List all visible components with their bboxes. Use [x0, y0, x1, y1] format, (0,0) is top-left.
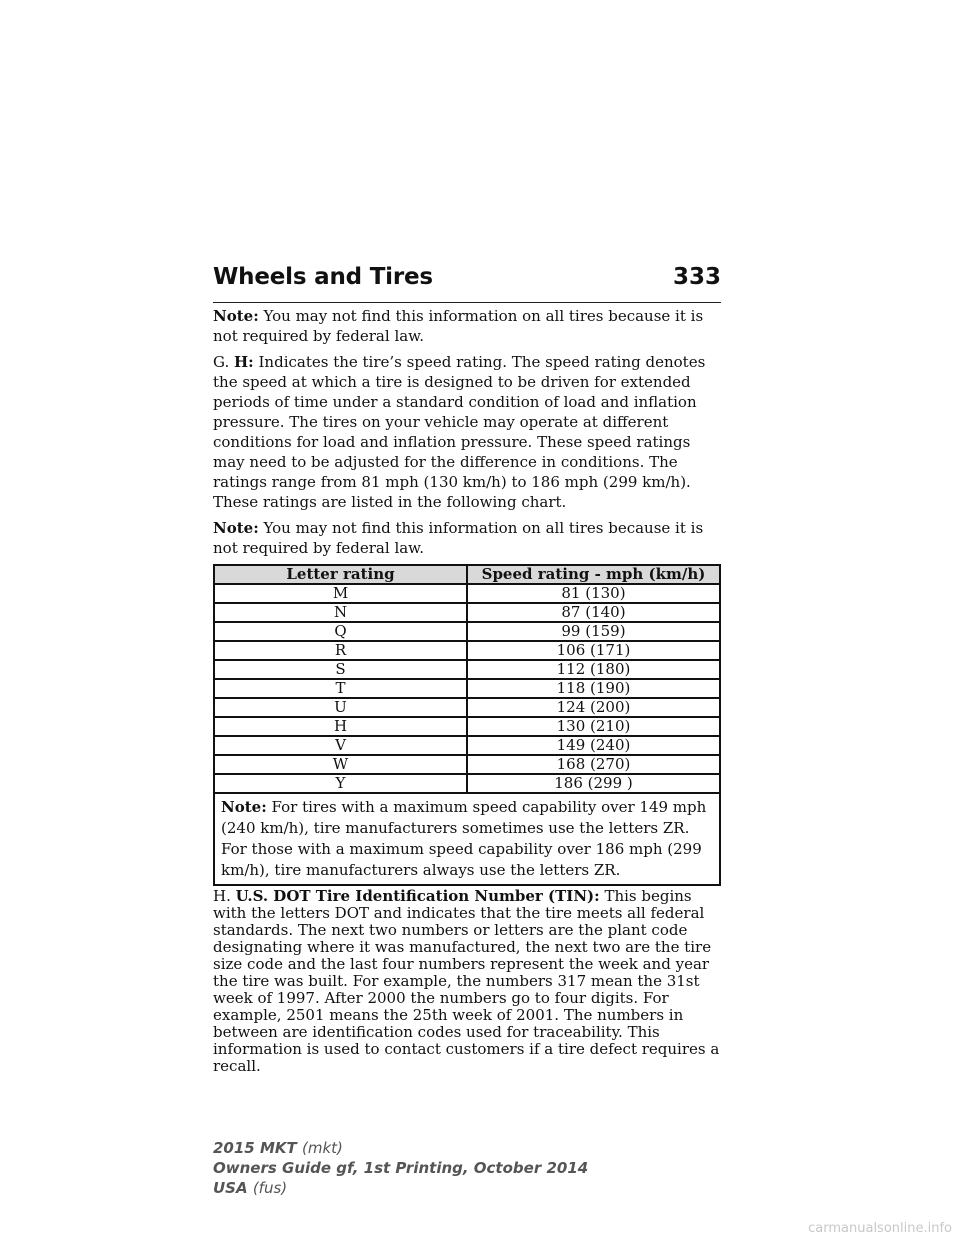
item-text: Indicates the tire’s speed rating. The speed rating denotes the speed at which a tire is designed to be driven for extended periods of time under a standard condition of load and inflation pressure. The tires on your vehicle may operate at different conditions for load and inflation pressure. These speed ratings may need to be adjusted for the difference in conditions. The ratings range from 81 mph (130 km/h) to 186 mph (299 km/h). These ratings are listed in the following chart.: [213, 353, 706, 511]
table-row: [214, 717, 720, 736]
item-prefix: H.: [213, 887, 231, 905]
table-row: [214, 603, 720, 622]
speed-cell: 87 (140): [467, 603, 720, 622]
table-row: [214, 641, 720, 660]
table-note-cell: [214, 793, 720, 885]
table-note-row: [214, 793, 720, 885]
tin-paragraph: [213, 888, 721, 1075]
column-header-speed: Speed rating - mph (km/h): [467, 565, 720, 584]
footer-region: USA: [213, 1179, 248, 1197]
table-row: [214, 755, 720, 774]
speed-rating-table: [213, 564, 721, 886]
letter-cell: H: [214, 717, 467, 736]
speed-cell: 118 (190): [467, 679, 720, 698]
letter-cell: W: [214, 755, 467, 774]
speed-cell: 130 (210): [467, 717, 720, 736]
letter-cell: R: [214, 641, 467, 660]
note-paragraph-1: [213, 306, 721, 346]
speed-cell: 81 (130): [467, 584, 720, 603]
page-header: [213, 258, 721, 303]
note-label: Note:: [213, 307, 259, 325]
footer-line-region: [213, 1178, 588, 1198]
footer-region-code: (fus): [252, 1179, 288, 1197]
note-paragraph-2: [213, 518, 721, 558]
letter-cell: T: [214, 679, 467, 698]
footer-model-code: (mkt): [302, 1139, 343, 1157]
column-header-letter: Letter rating: [214, 565, 467, 584]
table-row: [214, 622, 720, 641]
letter-cell: V: [214, 736, 467, 755]
page-number: 333: [672, 264, 721, 290]
letter-cell: Q: [214, 622, 467, 641]
table-row: [214, 679, 720, 698]
speed-cell: 168 (270): [467, 755, 720, 774]
speed-cell: 149 (240): [467, 736, 720, 755]
item-prefix: G.: [213, 353, 230, 371]
section-title: Wheels and Tires: [213, 264, 433, 290]
note-label: Note:: [213, 519, 259, 537]
item-label: H:: [234, 353, 254, 371]
note-text: You may not find this information on all tires because it is not required by federal law.: [213, 519, 704, 557]
footer-line-model: [213, 1138, 588, 1158]
speed-cell: 106 (171): [467, 641, 720, 660]
letter-cell: N: [214, 603, 467, 622]
table-row: [214, 584, 720, 603]
footer-line-guide: Owners Guide gf, 1st Printing, October 2014: [213, 1159, 589, 1177]
table-row: [214, 736, 720, 755]
table-row: [214, 698, 720, 717]
page-content: [213, 306, 721, 1081]
footer-model: 2015 MKT: [213, 1139, 297, 1157]
letter-cell: S: [214, 660, 467, 679]
watermark-link[interactable]: carmanualsonline.info: [808, 1221, 952, 1236]
item-text: This begins with the letters DOT and indicates that the tire meets all federal standards. The next two numbers or letters are the plant code designating where it was manufactured, the next two are the tire size code and the last four numbers represent the week and year the tire was built. For example, the numbers 317 mean the 31st week of 1997. After 2000 the numbers go to four digits. For example, 2501 means the 25th week of 2001. The numbers in between are identification codes used for traceability. This information is used to contact customers if a tire defect requires a recall.: [213, 887, 720, 1075]
speed-rating-paragraph: [213, 352, 721, 512]
letter-cell: Y: [214, 774, 467, 793]
speed-cell: 186 (299 ): [467, 774, 720, 793]
letter-cell: M: [214, 584, 467, 603]
letter-cell: U: [214, 698, 467, 717]
note-text: For tires with a maximum speed capability over 149 mph (240 km/h), tire manufacturers sometimes use the letters ZR. For those with a maximum speed capability over 186 mph (299 km/h), tire manufacturers always use the letters ZR.: [221, 798, 707, 879]
table-row: [214, 660, 720, 679]
note-text: You may not find this information on all tires because it is not required by federal law.: [213, 307, 704, 345]
table-row: [214, 774, 720, 793]
table-header-row: [214, 565, 720, 584]
speed-cell: 99 (159): [467, 622, 720, 641]
item-label: U.S. DOT Tire Identification Number (TIN):: [235, 887, 600, 905]
document-footer: [213, 1138, 588, 1198]
speed-cell: 124 (200): [467, 698, 720, 717]
speed-cell: 112 (180): [467, 660, 720, 679]
note-label: Note:: [221, 798, 267, 816]
